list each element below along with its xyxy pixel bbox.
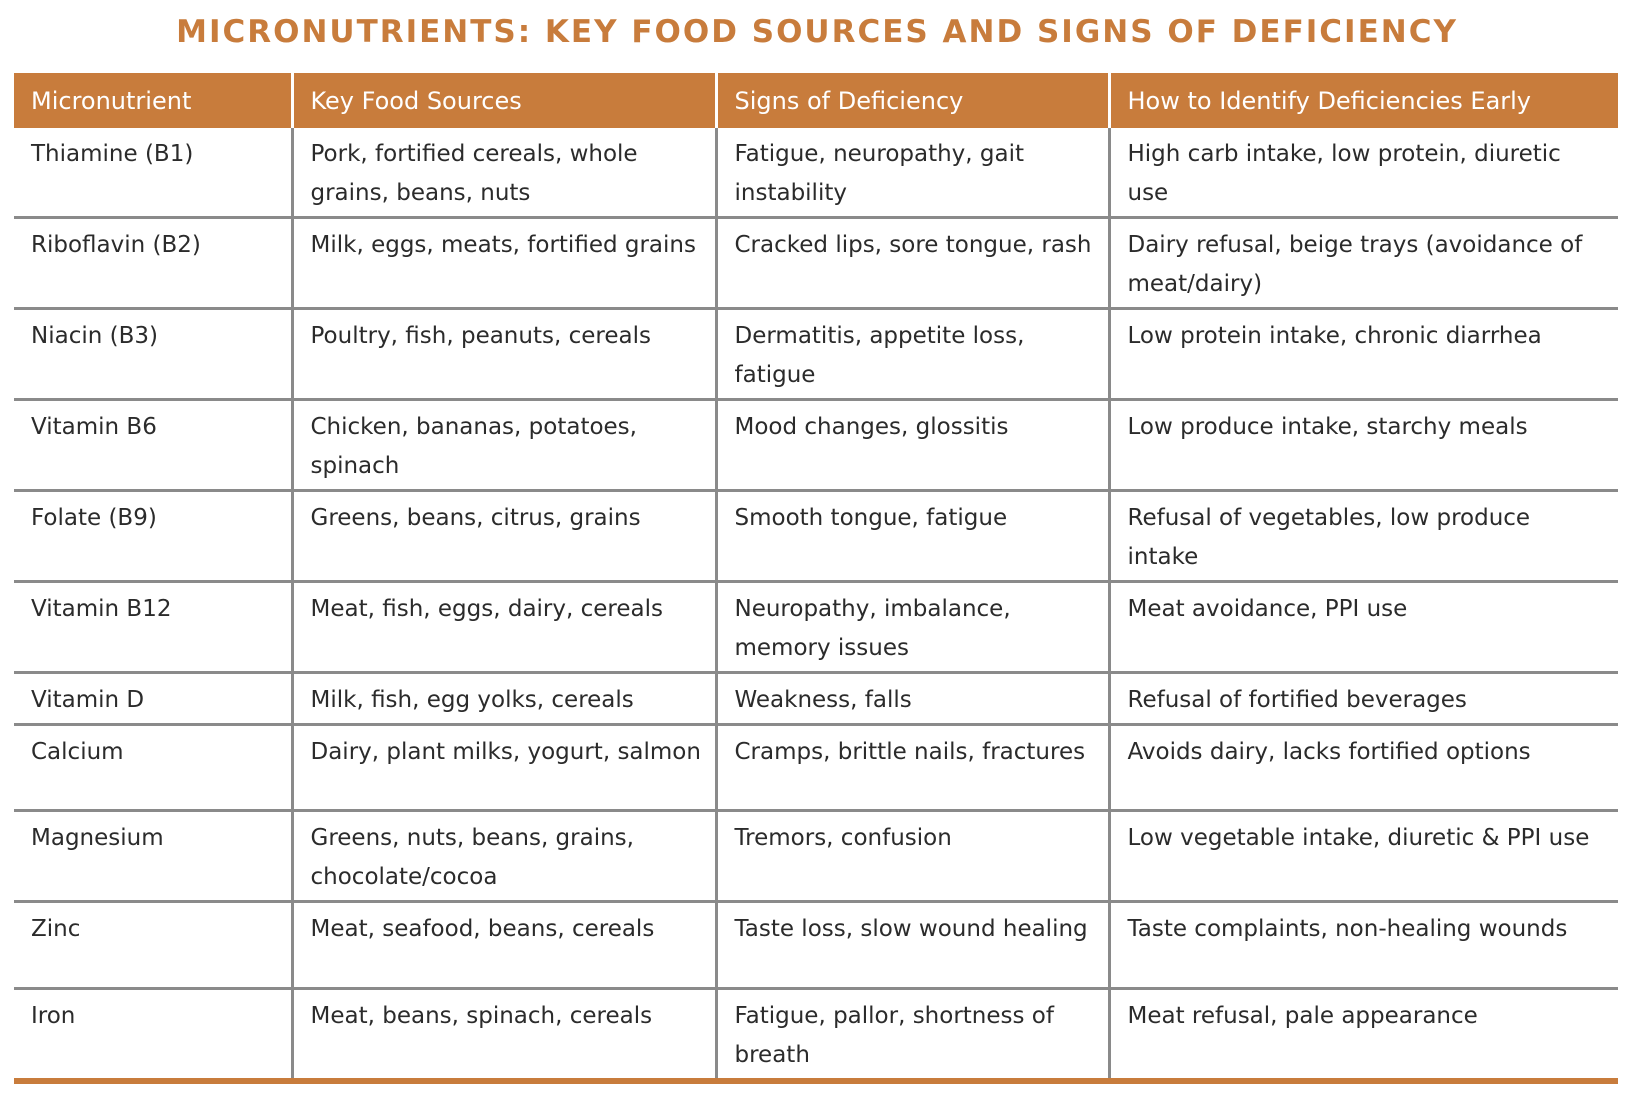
cell-micronutrient: Zinc [14, 902, 292, 989]
cell-food-sources: Milk, fish, egg yolks, cereals [292, 673, 716, 725]
cell-food-sources: Meat, beans, spinach, cereals [292, 989, 716, 1082]
cell-food-sources: Meat, fish, eggs, dairy, cereals [292, 582, 716, 673]
cell-micronutrient: Calcium [14, 725, 292, 811]
cell-micronutrient: Iron [14, 989, 292, 1082]
cell-deficiency-signs: Weakness, falls [716, 673, 1109, 725]
table-row [14, 725, 1618, 811]
cell-food-sources: Milk, eggs, meats, fortified grains [292, 218, 716, 309]
column-header-signs-of-deficiency: Signs of Deficiency [716, 73, 1109, 128]
cell-food-sources: Chicken, bananas, potatoes, spinach [292, 400, 716, 491]
cell-food-sources: Greens, nuts, beans, grains, chocolate/cocoa [292, 811, 716, 902]
cell-deficiency-signs: Mood changes, glossitis [716, 400, 1109, 491]
cell-micronutrient: Thiamine (B1) [14, 128, 292, 218]
cell-food-sources: Pork, fortified cereals, whole grains, beans, nuts [292, 128, 716, 218]
cell-early-identification: Avoids dairy, lacks fortified options [1109, 725, 1618, 811]
cell-deficiency-signs: Neuropathy, imbalance, memory issues [716, 582, 1109, 673]
table-row [14, 902, 1618, 989]
cell-early-identification: Meat avoidance, PPI use [1109, 582, 1618, 673]
table-row [14, 989, 1618, 1082]
cell-micronutrient: Vitamin D [14, 673, 292, 725]
column-header-micronutrient: Micronutrient [14, 73, 292, 128]
cell-early-identification: Meat refusal, pale appearance [1109, 989, 1618, 1082]
cell-early-identification: Refusal of fortified beverages [1109, 673, 1618, 725]
column-header-key-food-sources: Key Food Sources [292, 73, 716, 128]
cell-micronutrient: Vitamin B6 [14, 400, 292, 491]
cell-deficiency-signs: Cramps, brittle nails, fractures [716, 725, 1109, 811]
cell-micronutrient: Folate (B9) [14, 491, 292, 582]
cell-micronutrient: Magnesium [14, 811, 292, 902]
cell-micronutrient: Vitamin B12 [14, 582, 292, 673]
cell-deficiency-signs: Cracked lips, sore tongue, rash [716, 218, 1109, 309]
cell-micronutrient: Niacin (B3) [14, 309, 292, 400]
cell-early-identification: Low protein intake, chronic diarrhea [1109, 309, 1618, 400]
cell-early-identification: Taste complaints, non-healing wounds [1109, 902, 1618, 989]
table-row [14, 811, 1618, 902]
cell-food-sources: Dairy, plant milks, yogurt, salmon [292, 725, 716, 811]
micronutrient-table [14, 73, 1618, 1084]
cell-deficiency-signs: Fatigue, neuropathy, gait instability [716, 128, 1109, 218]
cell-early-identification: Refusal of vegetables, low produce intake [1109, 491, 1618, 582]
cell-deficiency-signs: Taste loss, slow wound healing [716, 902, 1109, 989]
table-row [14, 673, 1618, 725]
column-header-identify-early: How to Identify Deficiencies Early [1109, 73, 1618, 128]
cell-food-sources: Poultry, fish, peanuts, cereals [292, 309, 716, 400]
cell-deficiency-signs: Tremors, confusion [716, 811, 1109, 902]
cell-early-identification: Dairy refusal, beige trays (avoidance of meat/dairy) [1109, 218, 1618, 309]
table-row [14, 400, 1618, 491]
cell-micronutrient: Riboflavin (B2) [14, 218, 292, 309]
table-row [14, 491, 1618, 582]
cell-food-sources: Meat, seafood, beans, cereals [292, 902, 716, 989]
cell-deficiency-signs: Smooth tongue, fatigue [716, 491, 1109, 582]
table-row [14, 309, 1618, 400]
cell-early-identification: Low vegetable intake, diuretic & PPI use [1109, 811, 1618, 902]
table-row [14, 218, 1618, 309]
cell-early-identification: High carb intake, low protein, diuretic use [1109, 128, 1618, 218]
table-header-row [14, 73, 1618, 128]
page-title: MICRONUTRIENTS: KEY FOOD SOURCES AND SIGNS OF DEFICIENCY [176, 14, 1458, 50]
cell-early-identification: Low produce intake, starchy meals [1109, 400, 1618, 491]
table-row [14, 582, 1618, 673]
cell-deficiency-signs: Fatigue, pallor, shortness of breath [716, 989, 1109, 1082]
table-row [14, 128, 1618, 218]
cell-deficiency-signs: Dermatitis, appetite loss, fatigue [716, 309, 1109, 400]
cell-food-sources: Greens, beans, citrus, grains [292, 491, 716, 582]
